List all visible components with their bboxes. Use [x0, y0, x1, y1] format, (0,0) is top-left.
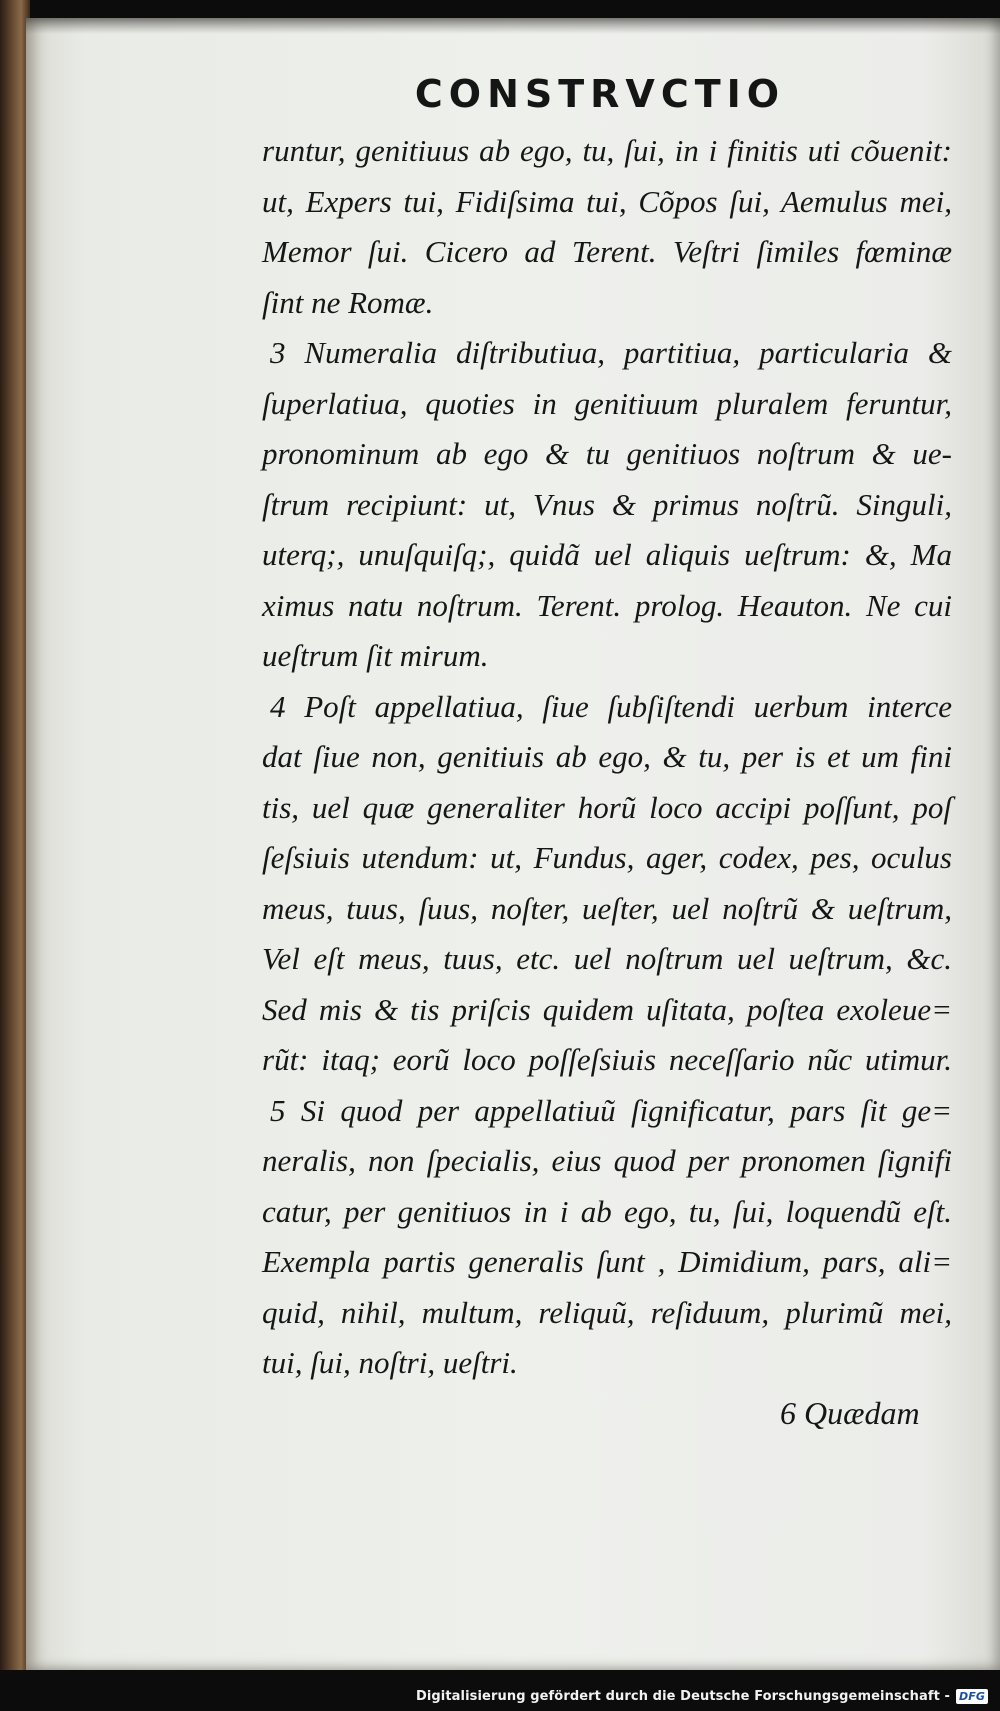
text-line: tis, uel quæ generaliter horũ loco accipi poſſunt, poſ — [262, 789, 952, 825]
text-line: ut, Expers tui, Fidiſsima tui, Cõpos ſui, Aemulus mei, — [262, 183, 952, 219]
main-text — [262, 126, 952, 1389]
text-line: ximus natu noſtrum. Terent. prolog. Heauton. Ne cui — [262, 587, 952, 623]
text-line: 5 Si quod per appellatiuũ ſignificatur, pars ſit ge= — [270, 1092, 952, 1128]
digitization-credit — [416, 1686, 988, 1706]
dfg-logo-icon: DFG — [956, 1689, 988, 1704]
text-line: catur, per genitiuos in i ab ego, tu, ſui, loquendũ eſt. — [262, 1193, 952, 1229]
text-line: dat ſiue non, genitiuis ab ego, & tu, per is et um fini — [262, 739, 952, 774]
text-line: 3 Numeralia diſtributiua, partitiua, particularia & — [270, 335, 952, 370]
text-line: ueſtrum ſit mirum. — [262, 638, 489, 673]
text-line: meus, tuus, ſuus, noſter, ueſter, uel noſtrũ & ueſtrum, — [262, 890, 952, 926]
text-line: Exempla partis generalis ſunt , Dimidium, pars, ali= — [262, 1244, 952, 1279]
text-line: uterq;, unuſquiſq;, quidã uel aliquis ueſtrum: &, Ma — [262, 537, 952, 572]
credit-text: Digitalisierung gefördert durch die Deutsche Forschungsgemeinschaft - — [415, 1688, 951, 1704]
text-line: ſeſsiuis utendum: ut, Fundus, ager, codex, pes, oculus — [262, 840, 952, 875]
text-line: tui, ſui, noſtri, ueſtri. — [262, 1345, 518, 1380]
text-line: ſuperlatiua, quoties in genitiuum pluralem feruntur, — [262, 385, 952, 421]
text-line: runtur, genitiuus ab ego, tu, ſui, in i finitis uti cõuenit: — [262, 133, 952, 168]
text-line: Vel eſt meus, tuus, etc. uel noſtrum uel ueſtrum, &c. — [262, 941, 952, 976]
running-header: CONSTRVCTIO — [414, 72, 786, 116]
text-line: neralis, non ſpecialis, eius quod per pronomen ſignifi — [262, 1143, 952, 1178]
text-line: Sed mis & tis priſcis quidem uſitata, poſtea exoleue= — [262, 991, 952, 1027]
text-line: ſtrum recipiunt: ut, Vnus & primus noſtrũ. Singuli, — [262, 486, 952, 522]
bleed-through-left — [40, 300, 240, 560]
catchword: 6 Quædam — [780, 1395, 920, 1431]
text-line: 4 Poſt appellatiua, ſiue ſubſiſtendi uerbum interce — [270, 688, 952, 724]
text-line: pronominum ab ego & tu genitiuos noſtrum & ue- — [262, 436, 952, 471]
text-line: rũt: itaq; eorũ loco poſſeſsiuis neceſſario nũc utimur. — [262, 1042, 952, 1077]
text-line: quid, nihil, multum, reliquũ, reſiduum, plurimũ mei, — [262, 1294, 952, 1330]
text-line: ſint ne Romæ. — [262, 284, 434, 320]
text-line: Memor ſui. Cicero ad Terent. Veſtri ſimiles fœminæ — [262, 234, 952, 269]
